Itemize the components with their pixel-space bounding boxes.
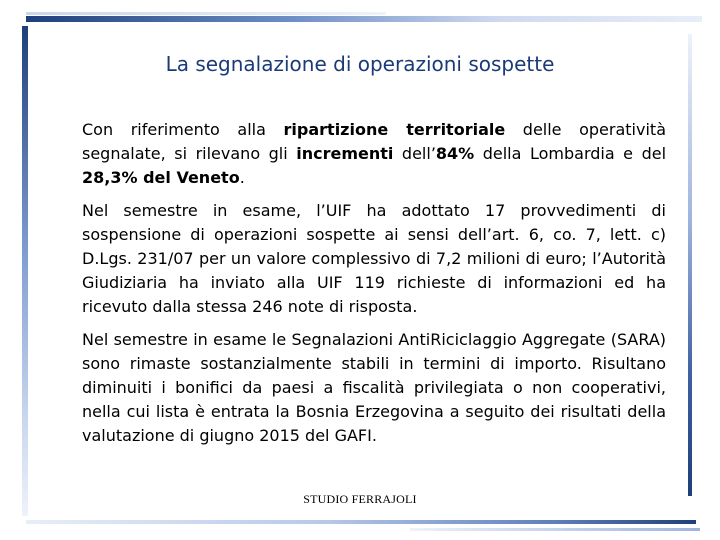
paragraph-territorial-breakdown <box>82 118 666 190</box>
text-run: dell’ <box>393 144 436 163</box>
text-run: Nel semestre in esame, l’UIF ha adottato 17 provvedimenti di sospensione di operazioni sospette ai sensi dell’art. 6, co. 7, lett. c) D.Lgs. 231/07 per un valore complessivo di 7,2 milioni di euro; l’Autorità Giudiziaria ha inviato alla UIF 119 richieste di informazioni ed ha ricevuto dalla stessa 246 note di risposta. <box>82 201 666 316</box>
frame-left-bar <box>22 26 28 516</box>
text-run: . <box>239 168 245 187</box>
text-run: Con riferimento alla <box>82 120 284 139</box>
slide-body <box>82 118 666 457</box>
text-run: della Lombardia e del <box>474 144 667 163</box>
emphasis-incrementi: incrementi <box>296 144 394 163</box>
slide-title: La segnalazione di operazioni sospette <box>165 52 555 76</box>
frame-top-accent-bar <box>26 12 386 15</box>
emphasis-ripartizione-territoriale: ripartizione territoriale <box>283 120 506 139</box>
frame-bottom-accent-bar <box>410 528 700 531</box>
footer-studio-name: STUDIO FERRAJOLI <box>303 492 417 506</box>
frame-top-bar <box>26 16 702 22</box>
paragraph-uif-measures <box>82 199 666 319</box>
emphasis-veneto: 28,3% del Veneto <box>82 168 240 187</box>
text-run: delle operatività segnalate, si rilevano gli <box>82 120 666 163</box>
text-run: Nel semestre in esame le Segnalazioni AntiRiciclaggio Aggregate (SARA) sono rimaste sostanzialmente stabili in termini di importo. Risultano diminuiti i bonifici da paesi a fiscalità privilegiata o non cooperativi, nella cui lista è entrata la Bosnia Erzegovina a seguito dei risultati della valutazione di giugno 2015 del GAFI. <box>82 330 666 445</box>
paragraph-sara-reports <box>82 328 666 448</box>
frame-bottom-bar <box>26 520 696 524</box>
frame-right-bar <box>688 34 692 496</box>
emphasis-84-percent: 84% <box>435 144 475 163</box>
